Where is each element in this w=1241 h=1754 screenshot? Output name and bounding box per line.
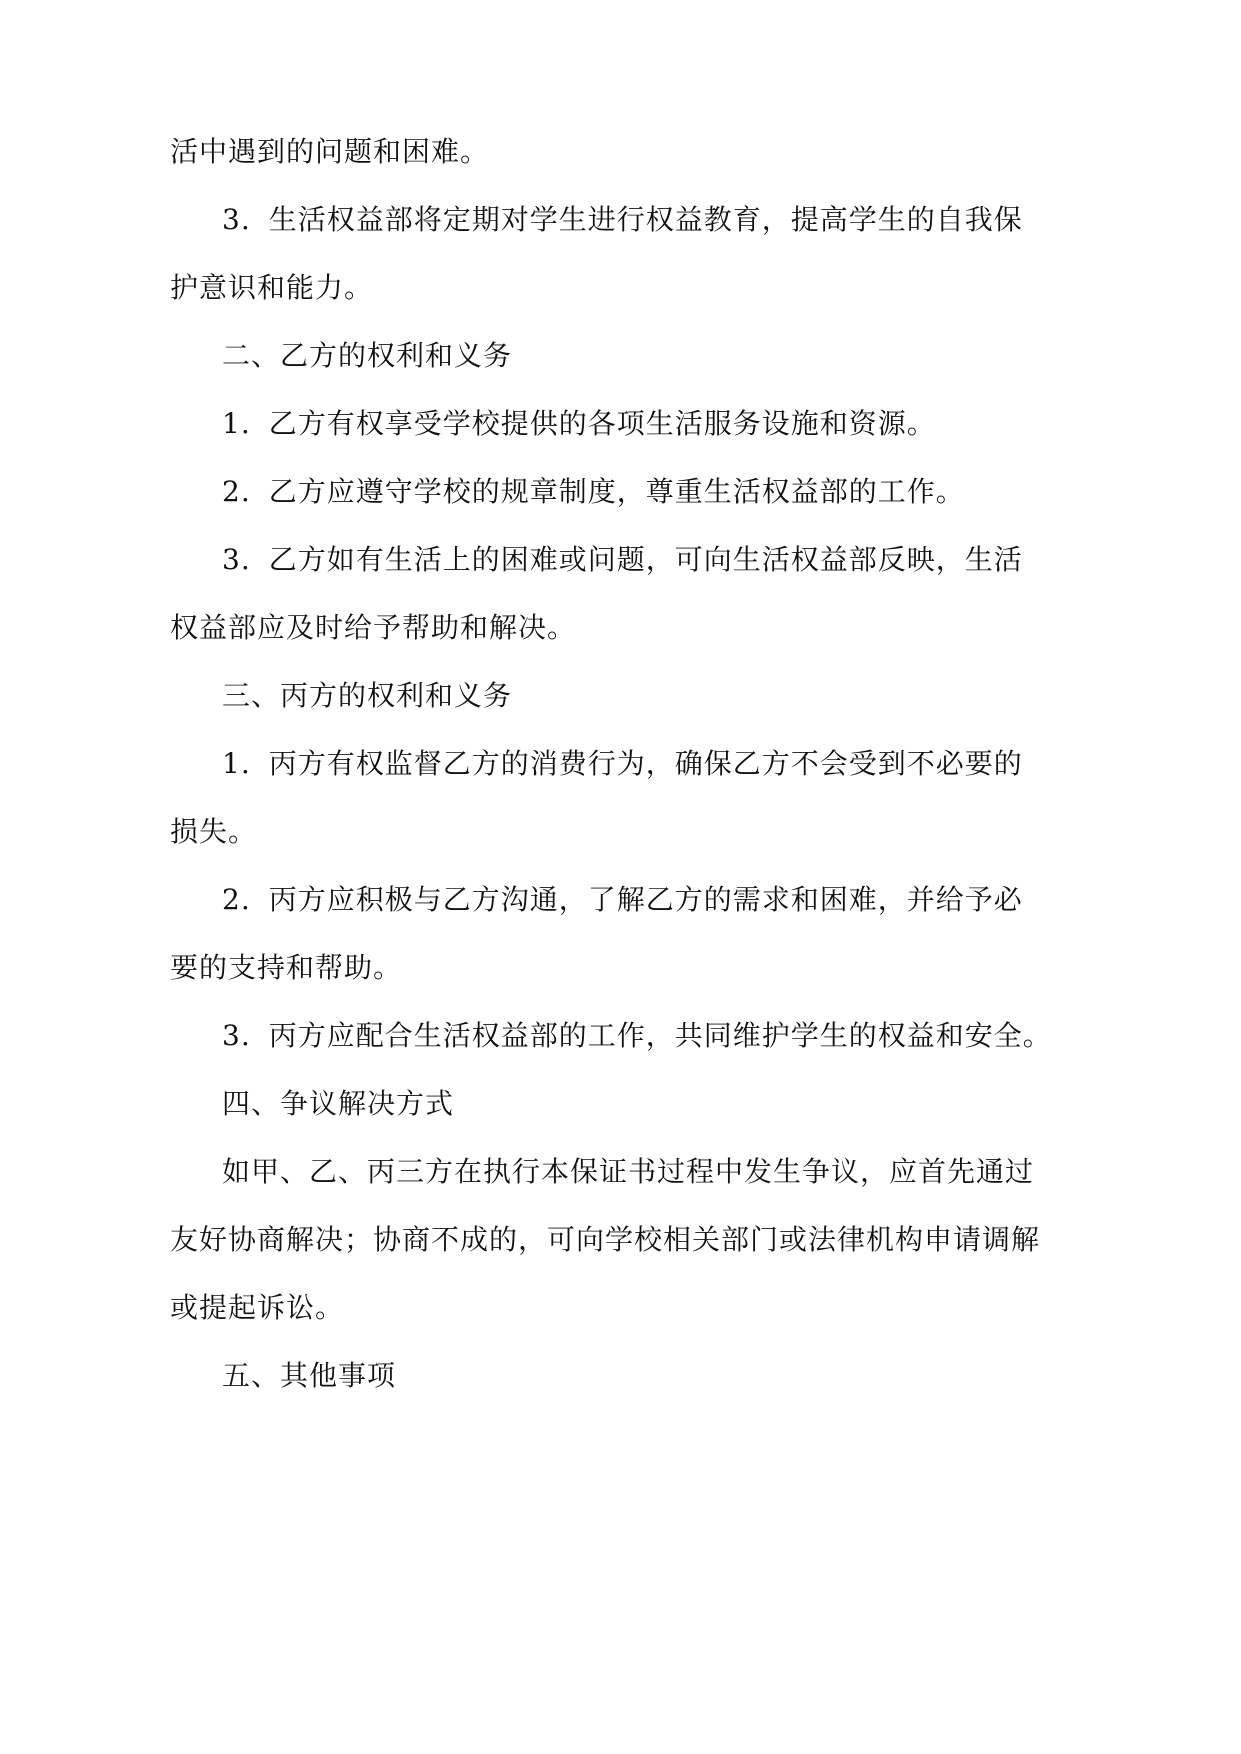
list-number: 3. bbox=[222, 203, 251, 236]
list-item-line: 2. 乙方应遵守学校的规章制度，尊重生活权益部的工作。 bbox=[222, 472, 965, 512]
paragraph-line: 如甲、乙、丙三方在执行本保证书过程中发生争议，应首先通过 bbox=[222, 1155, 1035, 1188]
list-number: 1. bbox=[222, 407, 251, 440]
list-item-line: 1. 丙方有权监督乙方的消费行为，确保乙方不会受到不必要的 bbox=[222, 744, 1023, 784]
paragraph-line: 活中遇到的问题和困难。 bbox=[170, 135, 490, 168]
list-item-line: 1. 乙方有权享受学校提供的各项生活服务设施和资源。 bbox=[222, 404, 936, 444]
list-item-line: 3. 生活权益部将定期对学生进行权益教育，提高学生的自我保 bbox=[222, 200, 1023, 240]
list-number: 3. bbox=[222, 1019, 251, 1052]
section-heading: 四、争议解决方式 bbox=[222, 1087, 455, 1120]
list-number: 2. bbox=[222, 883, 251, 916]
paragraph-line: 友好协商解决；协商不成的，可向学校相关部门或法律机构申请调解 bbox=[170, 1223, 1041, 1256]
list-item-line: 3. 丙方应配合生活权益部的工作，共同维护学生的权益和安全。 bbox=[222, 1016, 1052, 1056]
paragraph-line: 或提起诉讼。 bbox=[170, 1291, 345, 1324]
section-heading: 二、乙方的权利和义务 bbox=[222, 339, 513, 372]
list-item-line: 3. 乙方如有生活上的困难或问题，可向生活权益部反映，生活 bbox=[222, 540, 1023, 580]
paragraph-line: 要的支持和帮助。 bbox=[170, 951, 403, 984]
section-heading: 五、其他事项 bbox=[222, 1359, 397, 1392]
paragraph-line: 损失。 bbox=[170, 815, 258, 848]
paragraph-line: 权益部应及时给予帮助和解决。 bbox=[170, 611, 577, 644]
paragraph-line: 护意识和能力。 bbox=[170, 271, 374, 304]
list-number: 3. bbox=[222, 543, 251, 576]
section-heading: 三、丙方的权利和义务 bbox=[222, 679, 513, 712]
list-number: 1. bbox=[222, 747, 251, 780]
list-number: 2. bbox=[222, 475, 251, 508]
list-item-line: 2. 丙方应积极与乙方沟通，了解乙方的需求和困难，并给予必 bbox=[222, 880, 1023, 920]
